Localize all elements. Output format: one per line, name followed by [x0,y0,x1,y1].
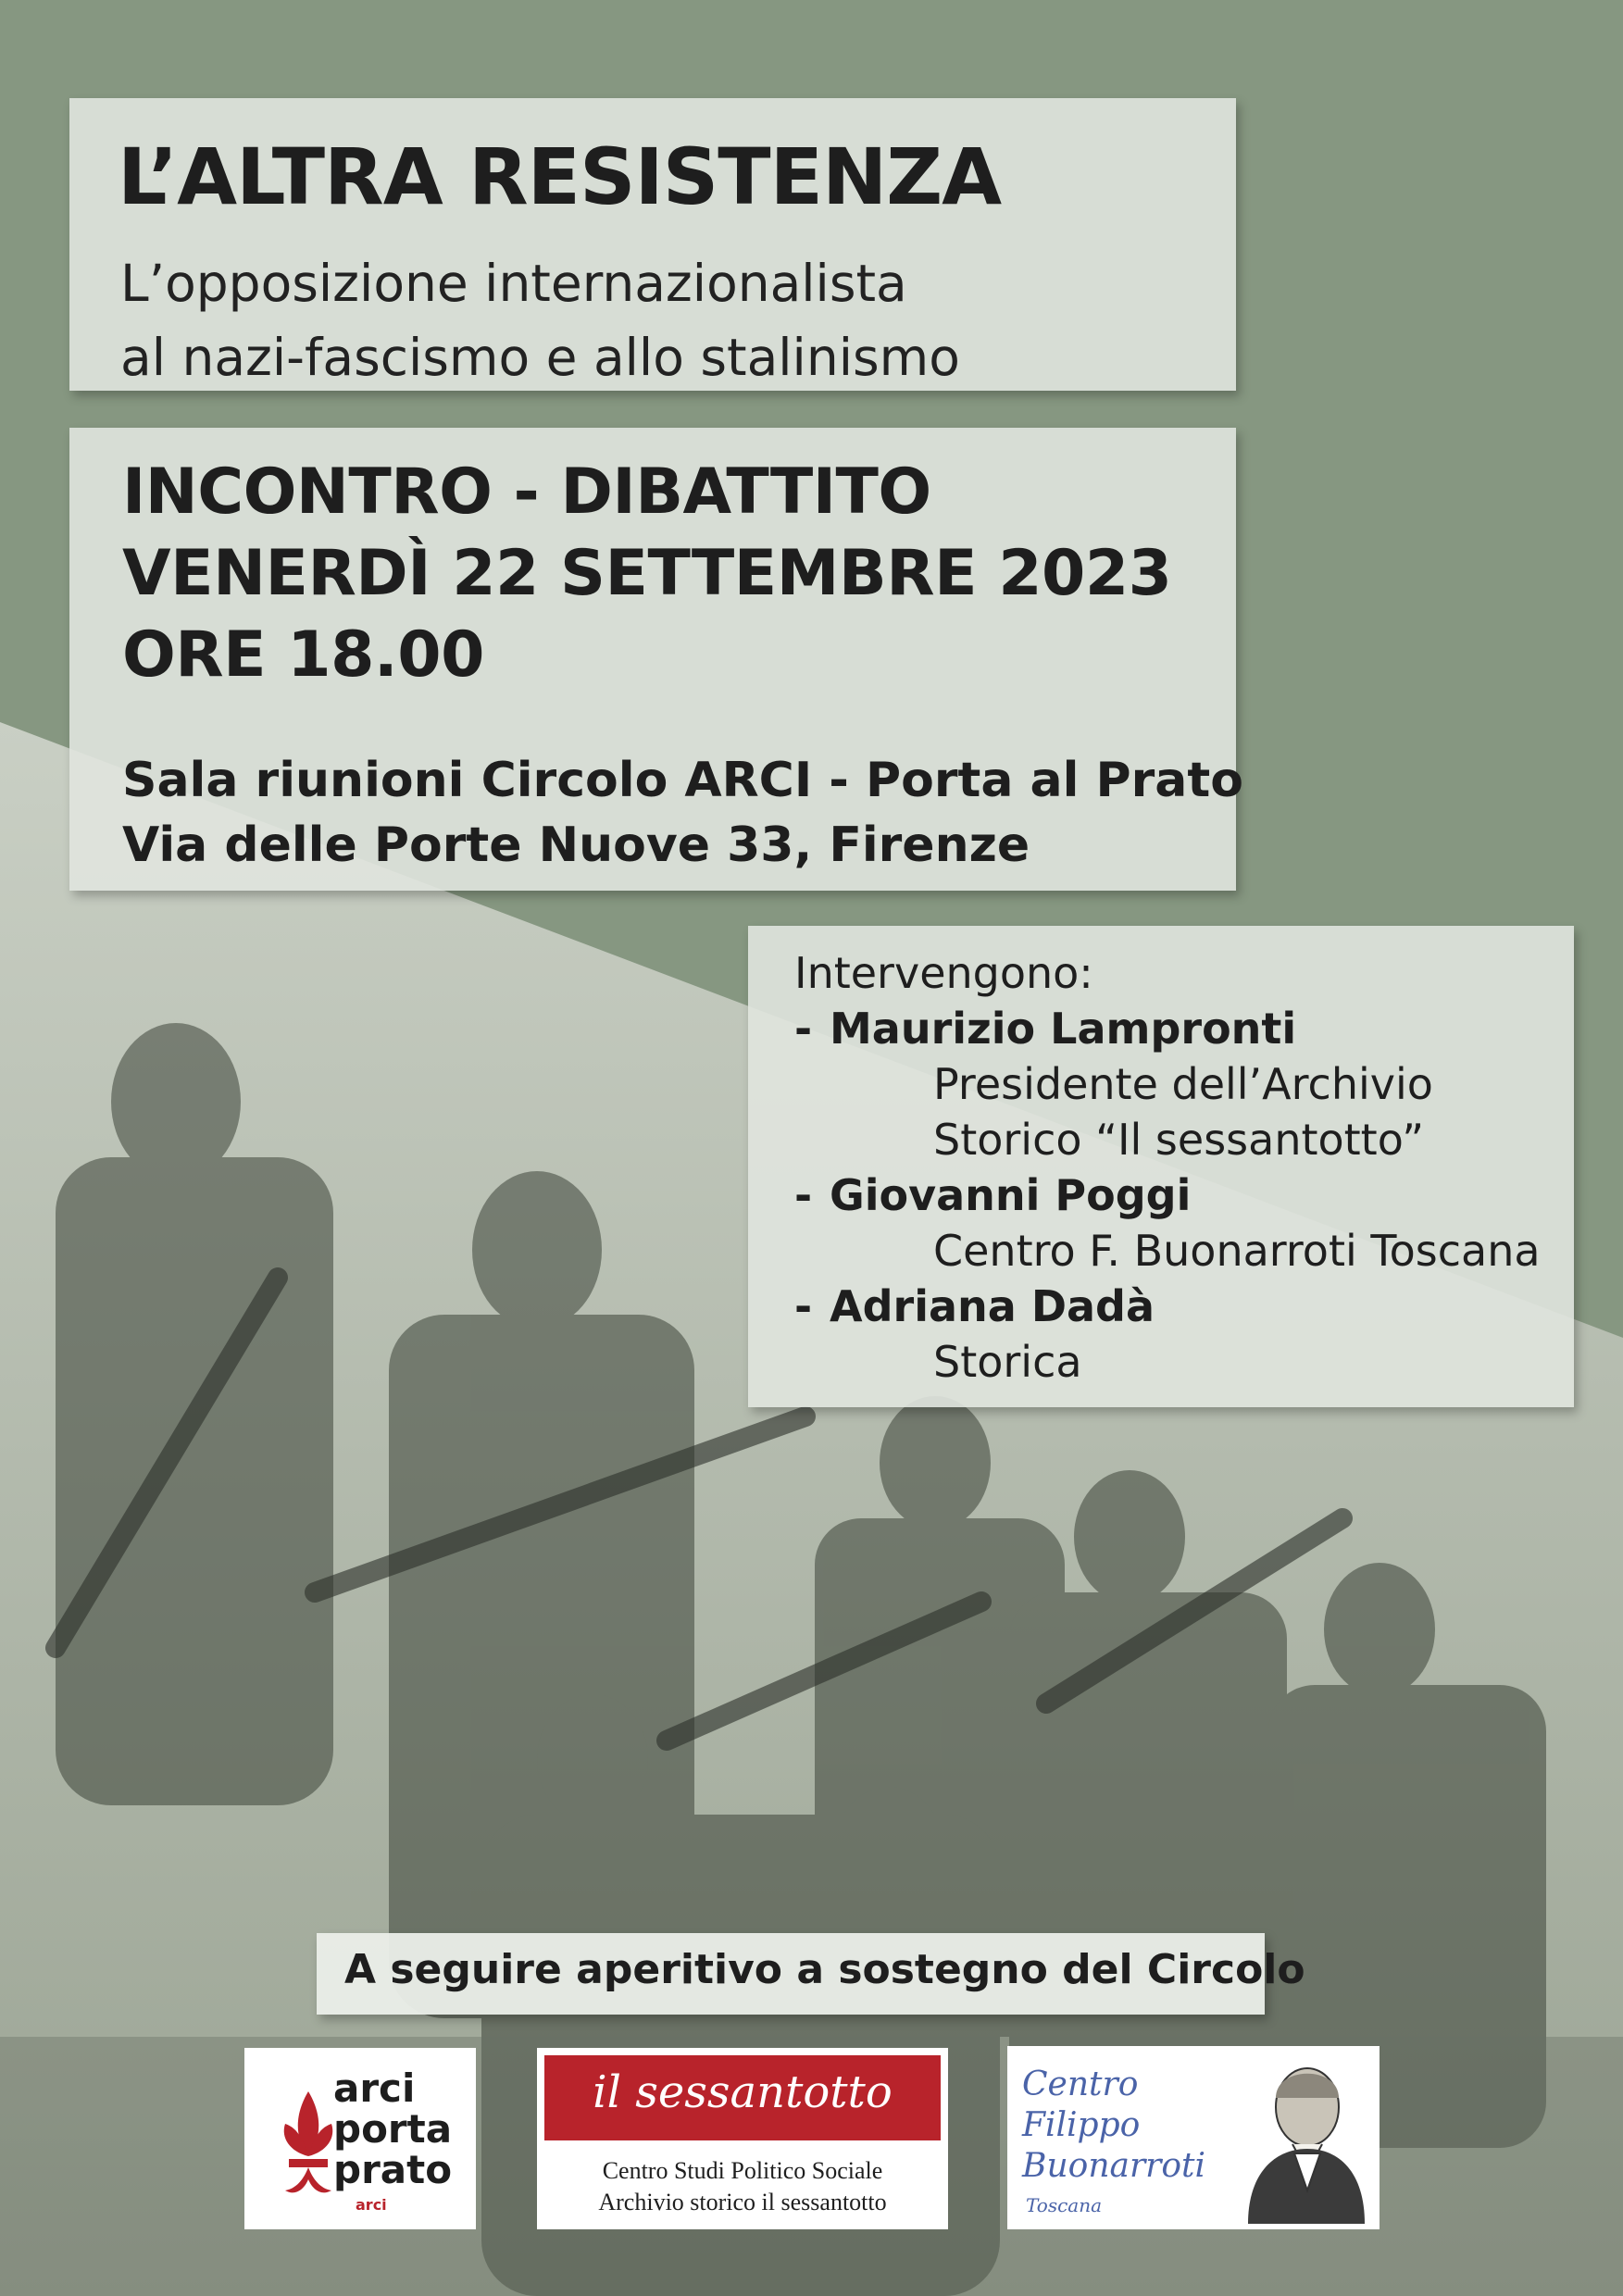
arci-porta-prato-logo [244,2048,476,2229]
arci-small-mark: arci [356,2196,387,2214]
subtitle-line-2: al nazi-fascismo e allo stalinismo [120,328,960,387]
title-panel [69,98,1236,391]
arci-logo-text [333,2065,453,2192]
speaker-role: Presidente dell’Archivio [933,1059,1433,1109]
event-venue [122,748,1243,878]
portrait-icon [1239,2052,1374,2224]
venue-line-1: Sala riunioni Circolo ARCI - Porta al Prato [122,753,1243,808]
subtitle-line-1: L’opposizione internazionalista [120,254,907,313]
sessantotto-logo [537,2048,948,2229]
buonarroti-line-3: Buonarroti [1022,2147,1206,2185]
poster-subtitle [120,246,960,394]
sessantotto-brand: il sessantotto [593,2066,893,2118]
sessantotto-line-1: Centro Studi Politico Sociale [602,2157,883,2184]
buonarroti-logo-text [1022,2065,1205,2187]
buonarroti-line-1: Centro [1022,2065,1139,2103]
speaker-name: Maurizio Lampronti [830,1004,1297,1054]
speaker-bullet: - [794,1004,813,1054]
speaker-role: Storico “Il sessantotto” [933,1115,1425,1165]
aperitivo-banner [317,1933,1305,2015]
aperitivo-text: A seguire aperitivo a sostegno del Circolo [344,1946,1305,1993]
arci-logo-line-3: prato [333,2147,453,2192]
buonarroti-line-4: Toscana [1026,2194,1103,2216]
event-type: INCONTRO - DIBATTITO [122,455,931,529]
venue-line-2: Via delle Porte Nuove 33, Firenze [122,817,1030,873]
speakers-heading: Intervengono: [794,948,1093,998]
speaker-role: Storica [933,1337,1082,1387]
speaker-role: Centro F. Buonarroti Toscana [933,1226,1541,1276]
speakers-panel [748,926,1574,1407]
buonarroti-line-2: Filippo [1022,2106,1141,2144]
arci-logo-line-2: porta [333,2106,453,2152]
sessantotto-line-2: Archivio storico il sessantotto [598,2189,887,2215]
event-panel [69,428,1243,891]
speaker-name: Giovanni Poggi [830,1170,1192,1220]
event-time: ORE 18.00 [122,618,484,692]
poster-title: L’ALTRA RESISTENZA [118,131,1002,222]
speaker-name: Adriana Dadà [830,1281,1155,1331]
event-date: VENERDÌ 22 SETTEMBRE 2023 [122,537,1172,610]
speaker-bullet: - [794,1170,813,1220]
speaker-bullet: - [794,1281,813,1331]
fleur-de-lis-icon [276,2087,341,2207]
buonarroti-logo [1007,2046,1380,2229]
arci-logo-line-1: arci [333,2065,416,2111]
